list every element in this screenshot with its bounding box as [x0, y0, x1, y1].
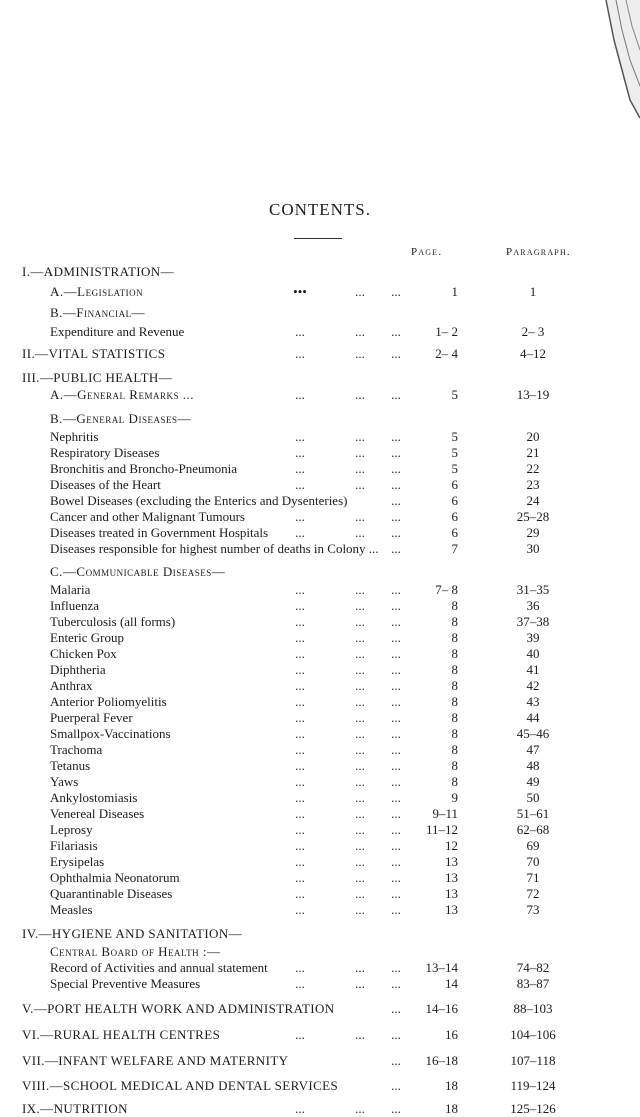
toc-paragraph-number: 29 — [526, 525, 540, 540]
toc-entry — [0, 944, 640, 960]
leader-dots: ... — [355, 902, 365, 917]
toc-entry — [0, 694, 640, 710]
leader-dots: ... — [391, 822, 401, 837]
leader-dots: ... — [355, 822, 365, 837]
toc-paragraph-number: 48 — [526, 758, 540, 773]
leader-dots: ... — [391, 493, 401, 508]
toc-entry — [0, 838, 640, 854]
leader-dots: ... — [295, 646, 305, 661]
leader-dots: ... — [391, 902, 401, 917]
toc-entry — [0, 582, 640, 598]
toc-entry-label: Diseases of the Heart — [50, 477, 161, 492]
page-column-header: Page. — [411, 246, 443, 258]
leader-dots: ... — [355, 429, 365, 444]
toc-entry-label: Diseases treated in Government Hospitals — [50, 525, 269, 540]
leader-dots: ... — [355, 284, 365, 299]
title-rule — [294, 238, 342, 239]
toc-entry — [0, 1053, 640, 1069]
toc-entry-label: Filariasis — [50, 838, 98, 853]
toc-paragraph-number: 42 — [526, 678, 540, 693]
leader-dots: ... — [391, 854, 401, 869]
toc-page-number: 16–18 — [425, 1053, 458, 1068]
toc-paragraph-number: 24 — [526, 493, 540, 508]
leader-dots: ... — [355, 774, 365, 789]
leader-dots: ... — [391, 614, 401, 629]
leader-dots: ... — [295, 630, 305, 645]
toc-paragraph-number: 62–68 — [516, 822, 550, 837]
toc-entry-label: Tetanus — [50, 758, 91, 773]
leader-dots: ... — [295, 582, 305, 597]
toc-entry — [0, 726, 640, 742]
toc-paragraph-number: 36 — [526, 598, 540, 613]
toc-paragraph-number: 43 — [526, 694, 540, 709]
leader-dots: ... — [295, 324, 305, 339]
leader-dots: ... — [355, 662, 365, 677]
toc-page-number: 8 — [451, 774, 458, 789]
toc-entry — [0, 710, 640, 726]
leader-dots: ... — [391, 790, 401, 805]
leader-dots: ... — [391, 806, 401, 821]
leader-dots: ... — [295, 806, 305, 821]
toc-entry-label: Smallpox-Vaccinations — [50, 726, 171, 741]
toc-entry — [0, 854, 640, 870]
leader-dots: ... — [355, 525, 365, 540]
toc-entry — [0, 758, 640, 774]
toc-page-number: 5 — [451, 461, 458, 476]
toc-entry — [0, 630, 640, 646]
toc-entry — [0, 305, 640, 321]
leader-dots: ... — [355, 960, 365, 975]
leader-dots: ... — [295, 477, 305, 492]
toc-entry-label: A.—Legislation — [50, 284, 144, 299]
toc-page-number: 2– 4 — [435, 346, 458, 361]
toc-entry — [0, 806, 640, 822]
toc-entry — [0, 324, 640, 340]
leader-dots: ... — [355, 886, 365, 901]
leader-dots: ... — [391, 646, 401, 661]
toc-paragraph-number: 73 — [526, 902, 540, 917]
leader-dots: ... — [295, 976, 305, 991]
leader-dots: ... — [355, 346, 365, 361]
toc-page-number: 9–11 — [432, 806, 458, 821]
toc-entry-label: Trachoma — [50, 742, 103, 757]
toc-page-number: 1 — [451, 284, 458, 299]
leader-dots: ... — [391, 1027, 401, 1042]
toc-entry — [0, 541, 640, 557]
leader-dots: ... — [295, 678, 305, 693]
toc-entry-label: A.—General Remarks ... — [50, 387, 194, 402]
toc-entry-label: III.—PUBLIC HEALTH— — [22, 370, 173, 385]
toc-page-number: 18 — [445, 1101, 458, 1116]
leader-dots: ... — [391, 1101, 401, 1116]
leader-dots: ... — [355, 726, 365, 741]
toc-entry-label: Cancer and other Malignant Tumours — [50, 509, 245, 524]
toc-entry-label: IV.—HYGIENE AND SANITATION— — [22, 926, 243, 941]
toc-paragraph-number: 40 — [526, 646, 540, 661]
leader-dots: ... — [295, 694, 305, 709]
toc-entry — [0, 493, 640, 509]
toc-page-number: 13 — [445, 886, 458, 901]
leader-dots: ... — [295, 742, 305, 757]
toc-entry — [0, 662, 640, 678]
toc-entry — [0, 822, 640, 838]
toc-entry — [0, 902, 640, 918]
leader-dots: ... — [391, 758, 401, 773]
leader-dots: ... — [391, 710, 401, 725]
toc-entry-label: Ankylostomiasis — [50, 790, 138, 805]
toc-paragraph-number: 25–28 — [516, 509, 550, 524]
toc-page-number: 8 — [451, 694, 458, 709]
leader-dots: ... — [355, 790, 365, 805]
toc-entry-label: VII.—INFANT WELFARE AND MATERNITY — [22, 1053, 289, 1068]
toc-page-number: 13 — [445, 870, 458, 885]
toc-paragraph-number: 37–38 — [516, 614, 550, 629]
toc-paragraph-number: 50 — [526, 790, 540, 805]
leader-dots: ... — [295, 886, 305, 901]
toc-entry-label: Malaria — [50, 582, 91, 597]
toc-entry — [0, 509, 640, 525]
leader-dots: ... — [391, 662, 401, 677]
leader-dots: ... — [391, 960, 401, 975]
leader-dots: ... — [295, 854, 305, 869]
leader-dots: ... — [391, 346, 401, 361]
toc-entry — [0, 598, 640, 614]
leader-dots: ... — [295, 346, 305, 361]
leader-dots: ... — [355, 646, 365, 661]
leader-dots: ... — [391, 870, 401, 885]
leader-dots: ... — [295, 822, 305, 837]
toc-entry — [0, 886, 640, 902]
leader-dots: ... — [391, 598, 401, 613]
toc-paragraph-number: 2– 3 — [521, 324, 545, 339]
leader-dots: ... — [391, 582, 401, 597]
toc-entry — [0, 1078, 640, 1094]
leader-dots: ... — [391, 838, 401, 853]
toc-paragraph-number: 21 — [526, 445, 540, 460]
toc-paragraph-number: 22 — [526, 461, 540, 476]
toc-paragraph-number: 1 — [529, 284, 537, 299]
toc-entry-label: VI.—RURAL HEALTH CENTRES — [22, 1027, 221, 1042]
leader-dots: ... — [355, 976, 365, 991]
leader-dots: ••• — [293, 284, 307, 299]
toc-entry — [0, 960, 640, 976]
toc-paragraph-number: 39 — [526, 630, 540, 645]
toc-entry — [0, 742, 640, 758]
leader-dots: ... — [355, 758, 365, 773]
toc-paragraph-number: 125–126 — [510, 1101, 556, 1116]
toc-page-number: 8 — [451, 630, 458, 645]
leader-dots: ... — [295, 902, 305, 917]
toc-entry-label: I.—ADMINISTRATION— — [22, 264, 174, 279]
toc-page-number: 8 — [451, 742, 458, 757]
leader-dots: ... — [295, 710, 305, 725]
toc-page-number: 5 — [451, 445, 458, 460]
toc-entry-label: Puerperal Fever — [50, 710, 133, 725]
leader-dots: ... — [355, 678, 365, 693]
toc-paragraph-number: 30 — [526, 541, 540, 556]
toc-entry-label: Erysipelas — [50, 854, 105, 869]
leader-dots: ... — [295, 790, 305, 805]
toc-page-number: 8 — [451, 662, 458, 677]
paragraph-column-header: Paragraph. — [506, 246, 571, 258]
toc-paragraph-number: 23 — [526, 477, 540, 492]
leader-dots: ... — [295, 387, 305, 402]
toc-paragraph-number: 45–46 — [516, 726, 550, 741]
leader-dots: ... — [391, 742, 401, 757]
toc-entry-label: Ophthalmia Neonatorum — [50, 870, 180, 885]
leader-dots: ... — [391, 630, 401, 645]
toc-entry — [0, 429, 640, 445]
leader-dots: ... — [355, 1027, 365, 1042]
toc-paragraph-number: 83–87 — [516, 976, 550, 991]
leader-dots: ... — [295, 870, 305, 885]
toc-page-number: 6 — [451, 525, 458, 540]
toc-entry-label: Special Preventive Measures — [50, 976, 201, 991]
leader-dots: ... — [295, 726, 305, 741]
toc-entry — [0, 790, 640, 806]
toc-paragraph-number: 74–82 — [516, 960, 550, 975]
toc-page-number: 5 — [451, 429, 458, 444]
leader-dots: ... — [355, 324, 365, 339]
leader-dots: ... — [391, 678, 401, 693]
toc-paragraph-number: 69 — [526, 838, 540, 853]
toc-paragraph-number: 107–118 — [510, 1053, 556, 1068]
toc-paragraph-number: 20 — [526, 429, 540, 444]
leader-dots: ... — [295, 774, 305, 789]
leader-dots: ... — [355, 838, 365, 853]
leader-dots: ... — [391, 1001, 401, 1016]
leader-dots: ... — [391, 477, 401, 492]
toc-paragraph-number: 4–12 — [520, 346, 546, 361]
leader-dots: ... — [295, 838, 305, 853]
toc-page-number: 6 — [451, 509, 458, 524]
contents-title: CONTENTS. — [268, 200, 372, 219]
toc-page-number: 13 — [445, 902, 458, 917]
toc-entry-label: Anthrax — [50, 678, 93, 693]
leader-dots: ... — [391, 429, 401, 444]
toc-entry — [0, 926, 640, 942]
toc-paragraph-number: 31–35 — [516, 582, 550, 597]
toc-entry — [0, 525, 640, 541]
leader-dots: ... — [355, 806, 365, 821]
toc-paragraph-number: 47 — [526, 742, 540, 757]
toc-entry-label: Influenza — [50, 598, 100, 613]
leader-dots: ... — [391, 461, 401, 476]
toc-page-number: 8 — [451, 726, 458, 741]
toc-entry — [0, 264, 640, 280]
toc-page-number: 18 — [445, 1078, 458, 1093]
toc-paragraph-number: 41 — [526, 662, 540, 677]
toc-entry-label: Anterior Poliomyelitis — [50, 694, 167, 709]
leader-dots: ... — [355, 694, 365, 709]
toc-paragraph-number: 51–61 — [516, 806, 550, 821]
page-corner-fold — [600, 0, 640, 120]
leader-dots: ... — [295, 598, 305, 613]
leader-dots: ... — [355, 614, 365, 629]
toc-entry-label: C.—Communicable Diseases— — [50, 564, 226, 579]
leader-dots: ... — [355, 710, 365, 725]
leader-dots: ... — [391, 525, 401, 540]
toc-page-number: 6 — [451, 477, 458, 492]
leader-dots: ... — [391, 541, 401, 556]
toc-paragraph-number: 71 — [526, 870, 540, 885]
leader-dots: ... — [391, 1053, 401, 1068]
toc-entry — [0, 870, 640, 886]
toc-page-number: 13–14 — [425, 960, 458, 975]
toc-paragraph-number: 44 — [526, 710, 540, 725]
leader-dots: ... — [355, 854, 365, 869]
leader-dots: ... — [295, 429, 305, 444]
toc-entry-label: Expenditure and Revenue — [50, 324, 185, 339]
toc-entry — [0, 1001, 640, 1017]
toc-page-number: 8 — [451, 598, 458, 613]
toc-entry — [0, 445, 640, 461]
leader-dots: ... — [295, 614, 305, 629]
toc-entry-label: Record of Activities and annual statement — [50, 960, 268, 975]
toc-page-number: 6 — [451, 493, 458, 508]
leader-dots: ... — [391, 445, 401, 460]
toc-paragraph-number: 72 — [526, 886, 540, 901]
toc-entry-label: Venereal Diseases — [50, 806, 145, 821]
toc-entry-label: Measles — [50, 902, 93, 917]
leader-dots: ... — [295, 758, 305, 773]
toc-page-number: 14 — [445, 976, 458, 991]
leader-dots: ... — [355, 387, 365, 402]
leader-dots: ... — [355, 477, 365, 492]
toc-entry — [0, 370, 640, 386]
toc-paragraph-number: 70 — [526, 854, 540, 869]
toc-entry-label: Chicken Pox — [50, 646, 117, 661]
leader-dots: ... — [391, 886, 401, 901]
toc-entry-label: V.—PORT HEALTH WORK AND ADMINISTRATION — [22, 1001, 335, 1016]
toc-entry-label: Bronchitis and Broncho-Pneumonia — [50, 461, 238, 476]
leader-dots: ... — [355, 630, 365, 645]
toc-entry-label: VIII.—SCHOOL MEDICAL AND DENTAL SERVICES — [22, 1078, 339, 1093]
toc-page-number: 8 — [451, 678, 458, 693]
toc-entry-label: Bowel Diseases (excluding the Enterics and Dysenteries) — [50, 493, 348, 508]
toc-entry — [0, 1101, 640, 1117]
leader-dots: ... — [295, 960, 305, 975]
toc-page-number: 7– 8 — [435, 582, 458, 597]
leader-dots: ... — [295, 509, 305, 524]
leader-dots: ... — [391, 509, 401, 524]
toc-entry-label: Quarantinable Diseases — [50, 886, 173, 901]
toc-entry — [0, 1027, 640, 1043]
toc-entry-label: Nephritis — [50, 429, 99, 444]
toc-entry-label: Respiratory Diseases — [50, 445, 160, 460]
toc-page-number: 8 — [451, 614, 458, 629]
leader-dots: ... — [295, 1101, 305, 1116]
toc-page-number: 13 — [445, 854, 458, 869]
toc-entry-label: Diseases responsible for highest number of deaths in Colony ... — [50, 541, 379, 556]
toc-entry-label: Leprosy — [50, 822, 93, 837]
toc-page-number: 8 — [451, 646, 458, 661]
leader-dots: ... — [295, 461, 305, 476]
toc-entry-label: IX.—NUTRITION — [22, 1101, 128, 1116]
toc-entry — [0, 411, 640, 427]
toc-entry — [0, 678, 640, 694]
leader-dots: ... — [391, 976, 401, 991]
toc-paragraph-number: 49 — [526, 774, 540, 789]
leader-dots: ... — [355, 598, 365, 613]
toc-paragraph-number: 88–103 — [513, 1001, 553, 1016]
toc-page-number: 16 — [445, 1027, 458, 1042]
toc-entry — [0, 461, 640, 477]
toc-entry — [0, 774, 640, 790]
toc-entry-label: II.—VITAL STATISTICS — [22, 346, 166, 361]
toc-entry-label: Enteric Group — [50, 630, 125, 645]
toc-page-number: 8 — [451, 710, 458, 725]
toc-entry-label: Diphtheria — [50, 662, 106, 677]
toc-paragraph-number: 104–106 — [510, 1027, 556, 1042]
toc-page-number: 5 — [451, 387, 458, 402]
leader-dots: ... — [295, 1027, 305, 1042]
toc-page-number: 9 — [451, 790, 458, 805]
toc-paragraph-number: 13–19 — [516, 387, 550, 402]
leader-dots: ... — [355, 582, 365, 597]
leader-dots: ... — [295, 445, 305, 460]
leader-dots: ... — [355, 870, 365, 885]
toc-entry-label: Tuberculosis (all forms) — [50, 614, 176, 629]
toc-entry-label: B.—Financial— — [50, 305, 146, 320]
leader-dots: ... — [355, 1101, 365, 1116]
toc-entry — [0, 346, 640, 362]
leader-dots: ... — [355, 445, 365, 460]
toc-entry — [0, 646, 640, 662]
toc-entry — [0, 564, 640, 580]
leader-dots: ... — [391, 1078, 401, 1093]
leader-dots: ... — [295, 525, 305, 540]
toc-entry-label: Central Board of Health :— — [50, 944, 221, 959]
toc-entry — [0, 614, 640, 630]
leader-dots: ... — [391, 694, 401, 709]
leader-dots: ... — [355, 509, 365, 524]
leader-dots: ... — [391, 284, 401, 299]
toc-page-number: 7 — [451, 541, 458, 556]
leader-dots: ... — [295, 662, 305, 677]
toc-page-number: 11–12 — [425, 822, 458, 837]
toc-entry — [0, 477, 640, 493]
toc-page-number: 1– 2 — [435, 324, 458, 339]
leader-dots: ... — [391, 726, 401, 741]
leader-dots: ... — [355, 461, 365, 476]
leader-dots: ... — [391, 324, 401, 339]
toc-entry — [0, 284, 640, 300]
toc-entry-label: B.—General Diseases— — [50, 411, 191, 426]
toc-paragraph-number: 119–124 — [510, 1078, 556, 1093]
leader-dots: ... — [355, 742, 365, 757]
toc-page-number: 14–16 — [425, 1001, 458, 1016]
leader-dots: ... — [391, 774, 401, 789]
leader-dots: ... — [391, 387, 401, 402]
toc-page-number: 12 — [445, 838, 458, 853]
toc-entry-label: Yaws — [50, 774, 79, 789]
toc-page-number: 8 — [451, 758, 458, 773]
toc-entry — [0, 387, 640, 403]
toc-entry — [0, 976, 640, 992]
